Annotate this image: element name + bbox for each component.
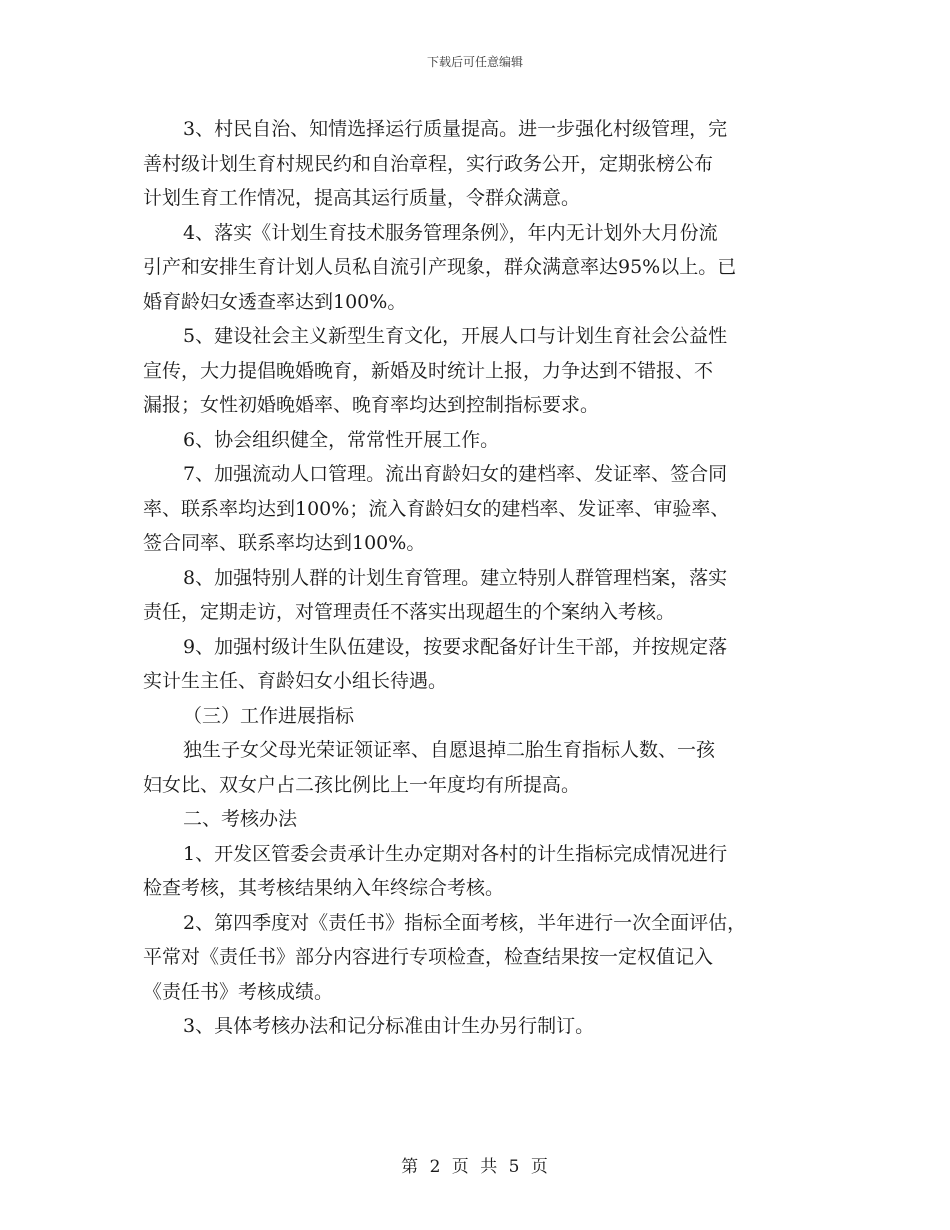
page-footer: 第 2 页 共 5 页 (401, 1157, 549, 1177)
text-line: 平常对《责任书》部分内容进行专项检查，检查结果按一定权值记入 (143, 946, 714, 968)
text-line: 4、落实《计划生育技术服务管理条例》，年内无计划外大月份流 (183, 221, 718, 244)
text-line: 漏报；女性初婚晚婚率、晚育率均达到控制指标要求。 (143, 394, 600, 416)
text-line: 9、加强村级计生队伍建设，按要求配备好计生干部，并按规定落 (183, 635, 728, 658)
section-heading: （三）工作进展指标 (183, 704, 355, 727)
text-line: 3、具体考核办法和记分标准由计生办另行制订。 (183, 1015, 595, 1037)
text-line: 计划生育工作情况，提高其运行质量，令群众满意。 (143, 187, 581, 209)
text-line: 1、开发区管委会责承计生办定期对各村的计生指标完成情况进行 (183, 842, 728, 865)
page-header: 下载后可任意编辑 (426, 55, 523, 69)
text-line: 引产和安排生育计划人员私自流引产现象，群众满意率达95%以上。已 (143, 256, 737, 278)
text-line: 善村级计划生育村规民约和自治章程，实行政务公开，定期张榜公布 (143, 152, 714, 175)
text-line: 5、建设社会主义新型生育文化，开展人口与计划生育社会公益性 (183, 325, 728, 347)
text-line: 婚育龄妇女透查率达到100%。 (143, 290, 407, 313)
text-line: 6、协会组织健全，常常性开展工作。 (183, 428, 500, 451)
text-line: 独生子女父母光荣证领证率、自愿退掉二胎生育指标人数、一孩 (183, 739, 716, 761)
text-line: 实计生主任、育龄妇女小组长待遇。 (143, 670, 448, 692)
text-line: 2、第四季度对《责任书》指标全面考核，半年进行一次全面评估， (183, 911, 747, 934)
text-line: 8、加强特别人群的计划生育管理。建立特别人群管理档案，落实 (183, 566, 728, 589)
text-line: 7、加强流动人口管理。流出育龄妇女的建档率、发证率、签合同 (183, 463, 728, 485)
text-line: 责任，定期走访，对管理责任不落实出现超生的个案纳入考核。 (143, 601, 676, 623)
text-line: 签合同率、联系率均达到100%。 (143, 532, 426, 554)
text-line: 率、联系率均达到100%；流入育龄妇女的建档率、发证率、审验率、 (143, 497, 730, 520)
text-line: 宣传，大力提倡晚婚晚育，新婚及时统计上报，力争达到不错报、不 (143, 359, 714, 382)
text-line: 妇女比、双女户占二孩比例比上一年度均有所提高。 (143, 773, 581, 796)
text-line: 检查考核，其考核结果纳入年终综合考核。 (143, 877, 505, 899)
section-heading: 二、考核办法 (183, 808, 298, 830)
text-line: 3、村民自治、知情选择运行质量提高。进一步强化村级管理，完 (183, 118, 728, 140)
text-line: 《责任书》考核成绩。 (143, 980, 334, 1003)
document-body (143, 112, 811, 1044)
